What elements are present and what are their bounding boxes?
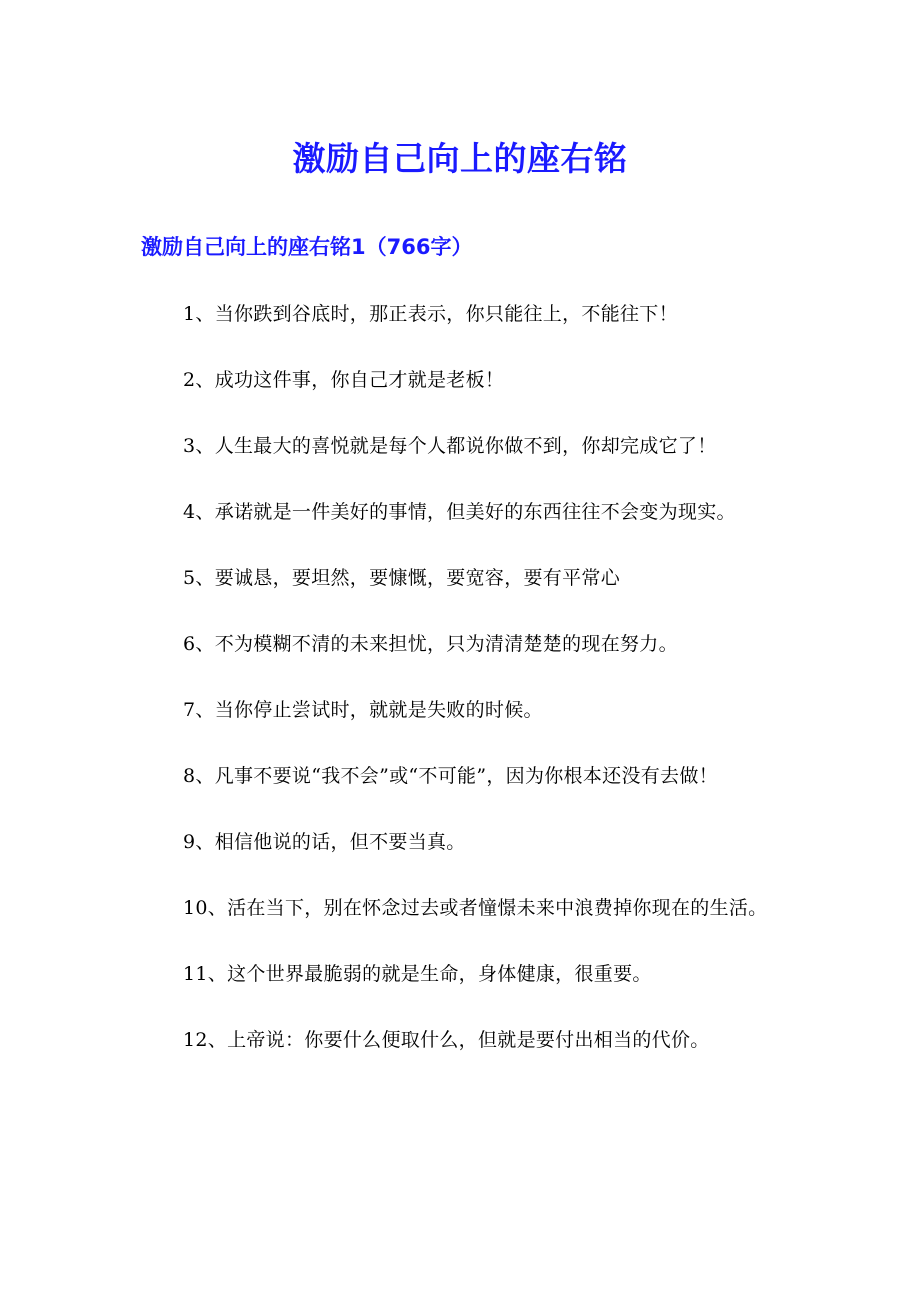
- section-heading: 激励自己向上的座右铭1（766字）: [141, 235, 473, 259]
- paragraph-12: 12、上帝说：你要什么便取什么，但就是要付出相当的代价。: [183, 1029, 710, 1051]
- paragraph-1: 1、当你跌到谷底时，那正表示，你只能往上，不能往下！: [183, 303, 678, 325]
- document-title: 激励自己向上的座右铭: [292, 139, 628, 178]
- document-body: [141, 298, 786, 1090]
- paragraph-6: 6、不为模糊不清的未来担忧，只为清清楚楚的现在努力。: [183, 633, 678, 655]
- paragraph-3: 3、人生最大的喜悦就是每个人都说你做不到，你却完成它了！: [183, 435, 717, 457]
- paragraph-2: 2、成功这件事，你自己才就是老板！: [183, 369, 505, 391]
- paragraph-7: 7、当你停止尝试时，就就是失败的时候。: [183, 699, 543, 721]
- paragraph-9: 9、相信他说的话，但不要当真。: [183, 831, 466, 853]
- paragraph-8: 8、凡事不要说“我不会”或“不可能”，因为你根本还没有去做！: [183, 765, 718, 787]
- paragraph-11: 11、这个世界最脆弱的就是生命，身体健康，很重要。: [183, 963, 652, 985]
- paragraph-10: 10、活在当下，别在怀念过去或者憧憬未来中浪费掉你现在的生活。: [183, 897, 768, 919]
- paragraph-4: 4、承诺就是一件美好的事情，但美好的东西往往不会变为现实。: [183, 501, 736, 523]
- paragraph-5: 5、要诚恳，要坦然，要慷慨，要宽容，要有平常心: [183, 567, 620, 589]
